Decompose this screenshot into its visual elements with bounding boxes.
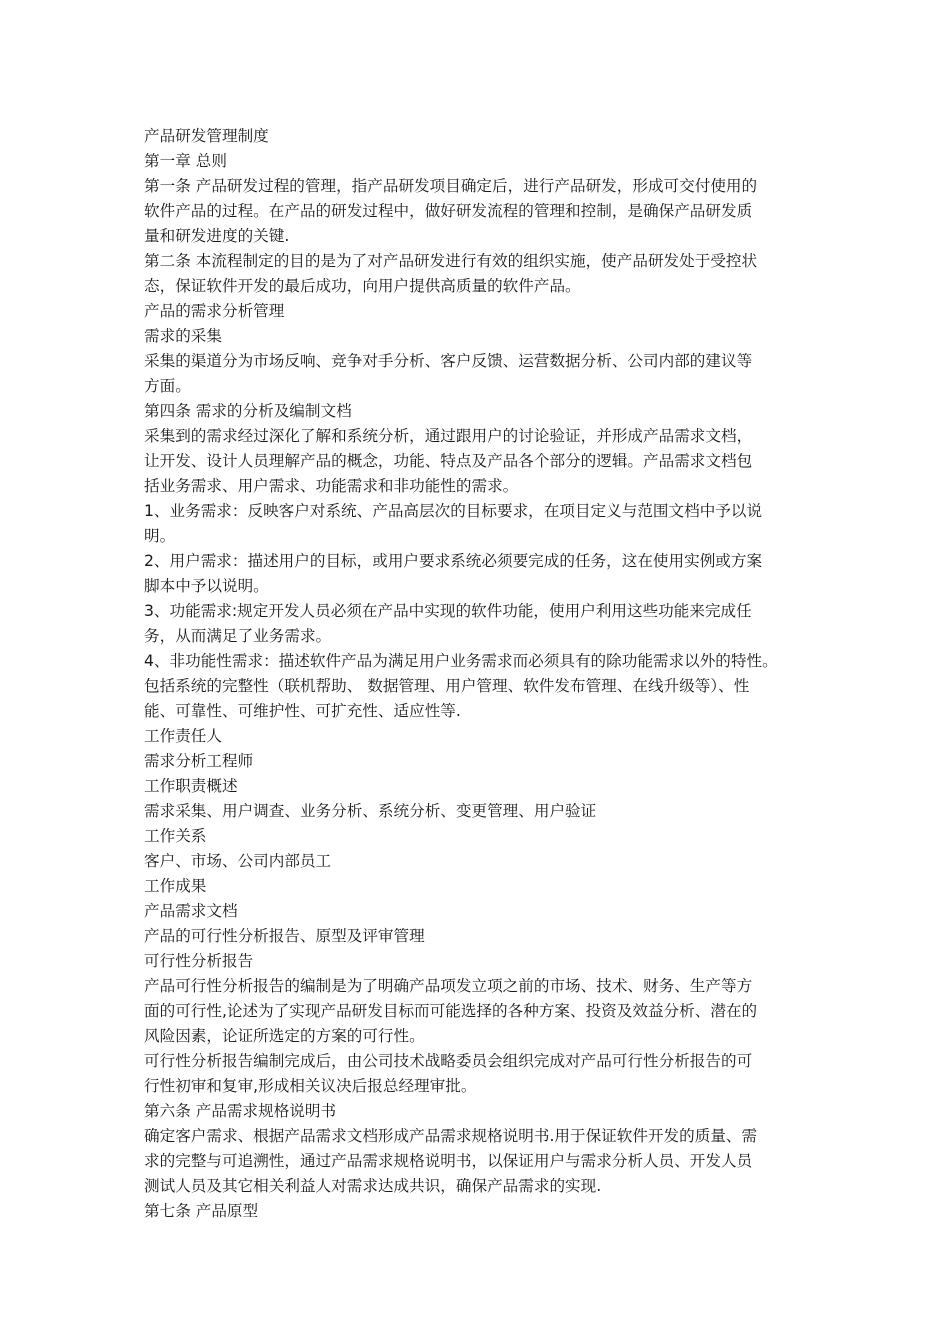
paragraph-line: 行性初审和复审,形成相关议决后报总经理审批。 [144, 1077, 477, 1095]
paragraph-line: 量和研发进度的关键. [144, 227, 290, 245]
chapter-heading: 第一章 总则 [144, 152, 227, 170]
section-heading: 产品的需求分析管理 [144, 302, 285, 320]
paragraph-line: 方面。 [144, 377, 191, 395]
list-item: 2、用户需求：描述用户的目标，或用户要求系统必须要完成的任务，这在使用实例或方案 [144, 552, 763, 570]
list-item: 脚本中予以说明。 [144, 577, 269, 595]
subsection-heading: 工作职责概述 [144, 777, 238, 795]
list-item: 4、非功能性需求：描述软件产品为满足用户业务需求而必须具有的除功能需求以外的特性。 [144, 652, 778, 670]
paragraph-line: 确定客户需求、根据产品需求文档形成产品需求规格说明书.用于保证软件开发的质量、需 [144, 1127, 758, 1145]
paragraph-line: 采集到的需求经过深化了解和系统分析，通过跟用户的讨论验证，并形成产品需求文档， [144, 427, 753, 445]
paragraph-line: 求的完整与可追溯性，通过产品需求规格说明书，以保证用户与需求分析人员、开发人员 [144, 1152, 753, 1170]
paragraph-line: 括业务需求、用户需求、功能需求和非功能性的需求。 [144, 477, 519, 495]
paragraph-line: 让开发、设计人员理解产品的概念，功能、特点及产品各个部分的逻辑。产品需求文档包 [144, 452, 753, 470]
document-body [144, 124, 812, 1224]
paragraph-line: 采集的渠道分为市场反响、竞争对手分析、客户反馈、运营数据分析、公司内部的建议等 [144, 352, 753, 370]
list-item: 能、可靠性、可维护性、可扩充性、适应性等. [144, 702, 461, 720]
list-item: 明。 [144, 527, 176, 545]
article-heading: 第六条 产品需求规格说明书 [144, 1102, 337, 1120]
paragraph-line: 产品可行性分析报告的编制是为了明确产品项发立项之前的市场、技术、财务、生产等方 [144, 977, 753, 995]
paragraph-line: 测试人员及其它相关利益人对需求达成共识，确保产品需求的实现. [144, 1177, 602, 1195]
paragraph-line: 态，保证软件开发的最后成功，向用户提供高质量的软件产品。 [144, 277, 581, 295]
paragraph-line: 风险因素，论证所选定的方案的可行性。 [144, 1027, 425, 1045]
list-item: 务，从而满足了业务需求。 [144, 627, 332, 645]
document-title: 产品研发管理制度 [144, 127, 269, 145]
list-item: 1、业务需求：反映客户对系统、产品高层次的目标要求，在项目定义与范围文档中予以说 [144, 502, 763, 520]
paragraph-line: 面的可行性,论述为了实现产品研发目标而可能选择的各种方案、投资及效益分析、潜在的 [144, 1002, 758, 1020]
paragraph-line: 产品需求文档 [144, 902, 238, 920]
list-item: 包括系统的完整性（联机帮助、 数据管理、用户管理、软件发布管理、在线升级等）、性 [144, 677, 750, 695]
paragraph-line: 可行性分析报告编制完成后，由公司技术战略委员会组织完成对产品可行性分析报告的可 [144, 1052, 753, 1070]
section-heading: 产品的可行性分析报告、原型及评审管理 [144, 927, 425, 945]
article-heading: 第四条 需求的分析及编制文档 [144, 402, 352, 420]
subsection-heading: 工作成果 [144, 877, 207, 895]
paragraph-line: 需求采集、用户调查、业务分析、系统分析、变更管理、用户验证 [144, 802, 597, 820]
paragraph-line: 第二条 本流程制定的目的是为了对产品研发进行有效的组织实施，使产品研发处于受控状 [144, 252, 758, 270]
paragraph-line: 第一条 产品研发过程的管理，指产品研发项目确定后，进行产品研发，形成可交付使用的 [144, 177, 758, 195]
paragraph-line: 客户、市场、公司内部员工 [144, 852, 332, 870]
subsection-heading: 工作责任人 [144, 727, 222, 745]
article-heading: 第七条 产品原型 [144, 1202, 259, 1220]
paragraph-line: 软件产品的过程。在产品的研发过程中，做好研发流程的管理和控制，是确保产品研发质 [144, 202, 753, 220]
list-item: 3、功能需求:规定开发人员必须在产品中实现的软件功能，使用户利用这些功能来完成任 [144, 602, 752, 620]
subsection-heading: 工作关系 [144, 827, 207, 845]
paragraph-line: 需求分析工程师 [144, 752, 254, 770]
subsection-heading: 需求的采集 [144, 327, 222, 345]
subsection-heading: 可行性分析报告 [144, 952, 254, 970]
